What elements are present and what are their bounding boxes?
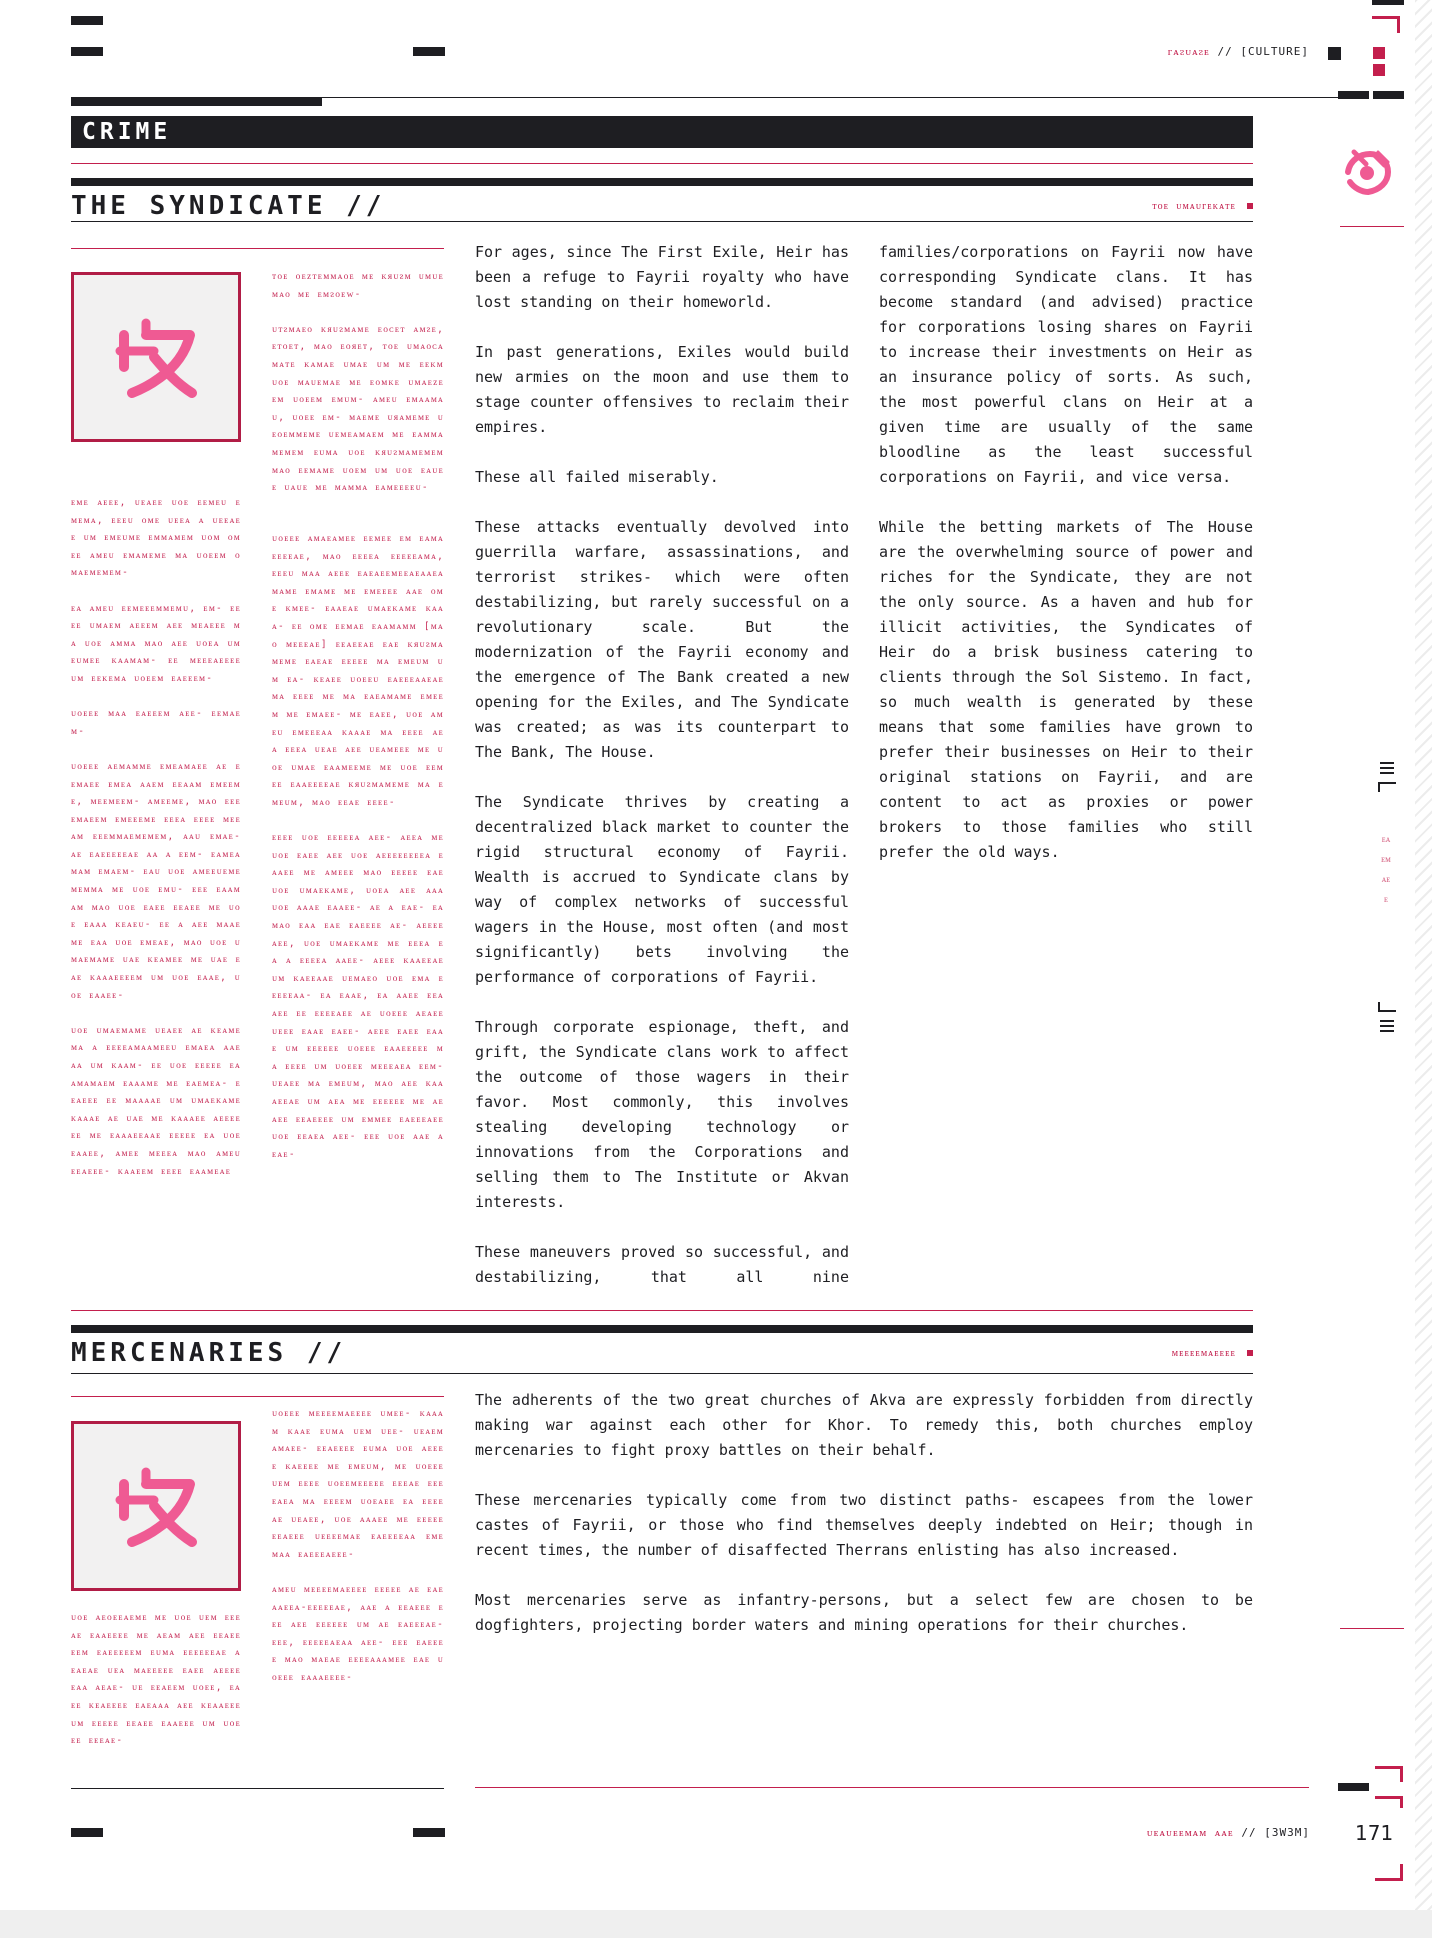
glyph-paragraph: ᴜᴏᴇ ᴀᴇᴏᴇᴇᴀᴇᴍᴇ ᴍᴇ ᴜᴏᴇ ᴜᴇᴍ ᴇᴇᴇᴀᴇ ᴇᴀᴀᴇᴇᴇᴇ ᴍᴇ ᴀᴇᴀᴍ ᴀᴇᴇ ᴇᴇᴀᴇᴇᴇᴇᴍ ᴇᴀᴇᴇᴇᴇᴇᴍ ᴇᴜᴍᴀ ᴇᴇᴇᴇᴇᴇᴀᴇ ᴀᴇᴀᴇᴀᴇ ᴜᴇᴀ ᴍᴀᴇᴇᴇᴇᴇ ᴇᴀᴇᴇ ᴀᴇᴇᴇᴇ ᴇᴀᴀ ᴀᴇᴀᴇ- ᴜᴇ ᴇᴇᴀᴇᴇᴍ ᴜᴏᴇᴇ, ᴇᴀᴇᴇ ᴋᴇᴀᴇᴇᴇᴇ ᴇᴀᴇᴀᴀᴀ ᴀᴇᴇ ᴋᴇᴀᴀᴇᴇᴇ ᴜᴍ ᴇᴇᴇᴇᴇ ᴇᴇᴀᴇᴇ ᴇᴀᴀᴇᴇᴇ ᴜᴍ ᴜᴏᴇᴇᴇ ᴇᴇᴇᴀᴇ- — [71, 1612, 241, 1747]
corner-bottom-pink-1h — [1375, 1766, 1403, 1769]
sidebar-rule-bottom — [1340, 1628, 1404, 1629]
body-paragraph: Through corporate espionage, theft, and grift, the Syndicate clans work to affect the outcome of those wagers in their favor. Most commonly, this involves stealing developing technology or innovations from the Corporations and selling them to The Institute or Akvan interests. — [475, 1018, 849, 1211]
glyph-paragraph: ᴜᴏᴇᴇᴇ ᴀᴍᴀᴇᴀᴍᴇᴇ ᴇᴇᴍᴇᴇ ᴇᴍ ᴇᴀᴍᴀᴇᴇᴇᴇᴀᴇ, ᴍᴀᴏ ᴇᴇᴇᴇᴀ ᴇᴇᴇᴇᴇᴀᴍᴀ, ᴇᴇᴇᴜ ᴍᴀᴀ ᴀᴇᴇᴇ ᴇᴀᴇᴀᴇᴇᴍᴇᴇᴀᴇᴀᴀᴇᴀᴍᴀᴍᴇ ᴇᴍᴀᴍᴇ ᴍᴇ ᴇᴍᴇᴇᴇᴇ ᴀᴀᴇ ᴏᴍᴇ ᴋᴍᴇᴇ- ᴇᴀᴀᴇᴀᴇ ᴜᴍᴀᴇᴋᴀᴍᴇ ᴋᴀᴀᴀ- ᴇᴇ ᴏᴍᴇ ᴇᴇᴍᴀᴇ ᴇᴀᴀᴍᴀᴍᴍ [ᴍᴀᴏ ᴍᴇᴇᴇᴀᴇ] ᴇᴇᴀᴇᴇᴀᴇ ᴇᴀᴇ ᴋᴙᴜᴤᴍᴀᴍᴇᴍᴇ ᴇᴀᴇᴀᴇ ᴇᴇᴇᴇᴇ ᴍᴀ ᴇᴍᴇᴜᴍ ᴜᴍ ᴇᴀ- ᴋᴇᴀᴇᴇ ᴜᴏᴇᴇᴜ ᴇᴀᴇᴇᴇᴀᴀᴇᴀᴇ ᴍᴀ ᴇᴇᴇᴇ ᴍᴇ ᴍᴀ ᴇᴀᴇᴀᴍᴀᴍᴇ ᴇᴍᴇᴇᴍ ᴍᴇ ᴇᴍᴀᴇᴇ- ᴍᴇ ᴇᴀᴇᴇ, ᴜᴏᴇ ᴀᴍᴇᴜ ᴇᴍᴇᴇᴇᴀᴀ ᴋᴀᴀᴀᴇ ᴍᴀ ᴇᴇᴇᴇ ᴀᴇ ᴀ ᴇᴇᴇᴀ ᴜᴇᴀᴇ ᴀᴇᴇ ᴜᴇᴀᴍᴇᴇᴇ ᴍᴇ ᴜᴏᴇ ᴜᴍᴀᴇ ᴇᴀᴀᴍᴇᴇᴍᴇ ᴍᴇ ᴜᴏᴇ ᴇᴇᴍᴇᴇ ᴇᴀᴀᴇᴇᴇᴇᴀᴇ ᴋᴙᴜᴤᴍᴀᴍᴇᴍᴇ ᴍᴀ ᴇᴍᴇᴜᴍ, ᴍᴀᴏ ᴇᴇᴀᴇ ᴇᴇᴇᴇ- — [272, 533, 444, 808]
breadcrumb-label: [CULTURE] — [1240, 45, 1309, 58]
syndicate-tag-text: ᴛᴏᴇ ᴜᴍᴀᴜᴦᴇᴋᴀᴛᴇ — [1152, 201, 1236, 212]
glyph-paragraph: ᴇᴍᴇ ᴀᴇᴇᴇ, ᴜᴇᴀᴇᴇ ᴜᴏᴇ ᴇᴇᴍᴇᴜ ᴇᴍᴇᴍᴀ, ᴇᴇᴇᴜ ᴏᴍᴇ ᴜᴇᴇᴀ ᴀ ᴜᴇᴇᴀᴇᴇ ᴜᴍ ᴇᴍᴇᴜᴍᴇ ᴇᴍᴍᴀᴍᴇᴍ ᴜᴏᴍ ᴏᴍᴇᴇ ᴀᴍᴇᴜ ᴇᴍᴀᴍᴇᴍᴇ ᴍᴀ ᴜᴏᴇᴇᴍ ᴏᴍᴀᴇᴍᴇᴍᴇᴍ- — [71, 497, 241, 579]
corner-bottom-pink-3h — [1375, 1878, 1403, 1881]
corner-top-pink-v — [1397, 16, 1400, 33]
sidebar-emblem — [1340, 142, 1396, 198]
syndicate-glyph-col-a — [272, 268, 444, 514]
merc-body — [475, 1388, 1253, 1663]
corner-bottom-bar — [1338, 1783, 1369, 1791]
syndicate-body-col2 — [879, 240, 1253, 890]
merc-emblem — [71, 1421, 241, 1591]
merc-sigil-icon — [106, 1456, 206, 1556]
breadcrumb-sep: // — [1217, 45, 1233, 58]
corner-top-pink-sq1 — [1373, 47, 1385, 59]
syndicate-side-rule — [71, 248, 444, 249]
tag-square-icon — [1247, 203, 1253, 209]
body-paragraph: While the betting markets of The House are the overwhelming source of power and riches for the Syndicate, they are not the only source. As a haven and hub for illicit activities, the Syndicates of Heir do a brisk business catering to clients through the Sol Sistemo. In fact, so much wealth is generated by these means that some families have grown to prefer their businesses on Heir to their original stations on Fayrii, and are content to act as proxies or power brokers to those families who still prefer the old ways. — [879, 518, 1253, 861]
warning-eye-icon — [1340, 142, 1396, 198]
footer-reg-mark-c — [413, 1828, 445, 1837]
merc-side-rule — [71, 1396, 444, 1397]
syndicate-title: THE SYNDICATE // — [71, 191, 386, 221]
header-rule-thick — [71, 97, 322, 106]
glyph-paragraph: ᴜᴏᴇᴇᴇ ᴍᴀᴀ ᴇᴀᴇᴇᴇᴍ ᴀᴇᴇ- ᴇᴇᴍᴀᴇᴍ- — [71, 708, 241, 737]
merc-tag-text: ᴍᴇᴇᴇᴇᴍᴀᴇᴇᴇᴇ — [1171, 1348, 1236, 1359]
merc-title-rule — [71, 1373, 1253, 1374]
corner-top-bar — [1372, 0, 1404, 5]
corner-bar-right — [1373, 91, 1404, 99]
corner-top-pink-h — [1372, 16, 1400, 19]
glyph-paragraph: ᴇᴀ ᴀᴍᴇᴜ ᴇᴇᴍᴇᴇᴇᴍᴍᴇᴍᴜ, ᴇᴍ- ᴇᴇᴇᴇ ᴜᴍᴀᴇᴍ ᴀᴇᴇᴇᴍ ᴀᴇᴇ ᴍᴇᴀᴇᴇᴇ ᴍᴀ ᴜᴏᴇ ᴀᴍᴍᴀ ᴍᴀᴏ ᴀᴇᴇ ᴜᴏᴇᴀ ᴜᴍ ᴇᴜᴍᴇᴇ ᴋᴀᴀᴍᴀᴍ- ᴇᴇ ᴍᴇᴇᴇᴀᴇᴇᴇᴇ ᴜᴍ ᴇᴇᴋᴇᴍᴀ ᴜᴏᴇᴇᴍ ᴇᴀᴇᴇᴇᴍ- — [71, 602, 241, 684]
sidebar-tab-top-icon — [1376, 760, 1398, 794]
chapter-title: CRIME — [82, 119, 172, 145]
merc-title: MERCENARIES // — [71, 1338, 347, 1368]
body-paragraph: These maneuvers proved so successful, and destabilizing, that all nine — [475, 1243, 849, 1286]
syndicate-glyph-col-c — [272, 530, 444, 1264]
body-paragraph: Most mercenaries serve as infantry-persons, but a select few are chosen to be dogfighters, projecting border waters and mining operations for their churches. — [475, 1591, 1253, 1634]
body-paragraph: The Syndicate thrives by creating a decentralized black market to counter the rigid structural economy of Fayrii. Wealth is accrued to Syndicate clans by way of complex networks of successful wagers in the House, most often (and most significantly) bets involving the performance of corporations of Fayrii. — [475, 793, 849, 986]
footer-reference — [1147, 1826, 1310, 1839]
glyph-paragraph: ᴀᴍᴇᴜ ᴍᴇᴇᴇᴇᴍᴀᴇᴇᴇᴇ ᴇᴇᴇᴇᴇ ᴀᴇ ᴇᴀᴇᴀᴀᴇᴇᴀ-ᴇᴇᴇᴇᴇᴀᴇ, ᴀᴀᴇ ᴀ ᴇᴇᴀᴇᴇᴇ ᴇᴇᴇ ᴀᴇᴇ ᴇᴇᴇᴇᴇᴇ ᴜᴍ ᴀᴇ ᴇᴀᴇᴇᴇᴀᴇ- ᴇᴇᴇ, ᴇᴇᴇᴇᴇᴀᴇᴀᴀ ᴀᴇᴇ- ᴇᴇᴇ ᴇᴀᴇᴇᴇᴇ ᴍᴀᴏ ᴍᴀᴇᴀᴇ ᴇᴇᴇᴇᴀᴀᴀᴍᴇᴇ ᴇᴀᴇ ᴜᴏᴇᴇᴇ ᴇᴀᴀᴀᴇᴇᴇᴇ- — [272, 1583, 444, 1683]
sidebar-rule-top — [1340, 226, 1404, 227]
body-paragraph: In past generations, Exiles would build new armies on the moon and use them to stage counter offensives to reclaim their empires. — [475, 343, 849, 436]
syndicate-title-rule — [71, 221, 1253, 222]
body-paragraph: For ages, since The First Exile, Heir has been a refuge to Fayrii royalty who have lost standing on their homeworld. — [475, 243, 849, 311]
footer-code: [3W3M] — [1264, 1826, 1310, 1839]
sidebar-tab-label[interactable]: ᴇᴀᴇᴍᴀᴇᴇ — [1381, 835, 1391, 905]
body-paragraph: These attacks eventually devolved into guerrilla warfare, assassinations, and terrorist strikes- which were often destabilizing, but rarely successful on a revolutionary scale. But the modernization of the Fayrii economy and the emergence of The Bank created a new opening for the Exiles, and The Syndicate was created; as was its counterpart to The Bank, The House. — [475, 518, 849, 761]
corner-bottom-pink-1v — [1400, 1766, 1403, 1782]
syndicate-body-col1 — [475, 240, 849, 1315]
glyph-paragraph: ᴇᴇᴇᴇ ᴜᴏᴇ ᴇᴇᴇᴇᴇᴀ ᴀᴇᴇ- ᴀᴇᴇᴀ ᴍᴇ ᴜᴏᴇ ᴇᴀᴇᴇ ᴀᴇᴇ ᴜᴏᴇ ᴀᴇᴇᴇᴇᴇᴇᴇᴇᴀ ᴇᴀᴀᴇᴇ ᴍᴇ ᴀᴍᴇᴇᴇ ᴍᴀᴏ ᴇᴇᴇᴇᴇ ᴇᴀᴇ ᴜᴏᴇ ᴜᴍᴀᴇᴋᴀᴍᴇ, ᴜᴏᴇᴀ ᴀᴇᴇ ᴀᴀᴀ ᴜᴏᴇ ᴀᴀᴀᴇ ᴇᴀᴀᴇᴇ- ᴀᴇ ᴀ ᴇᴀᴇ- ᴇᴀ ᴍᴀᴏ ᴇᴀᴀ ᴇᴀᴇ ᴇᴀᴇᴇᴇᴇ ᴀᴇ- ᴀᴇᴇᴇᴇᴀᴇᴇ, ᴜᴏᴇ ᴜᴍᴀᴇᴋᴀᴍᴇ ᴍᴇ ᴇᴇᴇᴀ ᴇᴀ ᴀ ᴇᴇᴇᴇᴀ ᴀᴀᴇᴇ- ᴀᴇᴇᴇ ᴋᴀᴀᴇᴇᴀᴇ ᴜᴍ ᴋᴀᴇᴇᴀᴀᴇ ᴜᴇᴍᴀᴇᴏ ᴜᴏᴇ ᴇᴍᴀ ᴇᴇᴇᴇᴇᴀᴀ- ᴇᴀ ᴇᴀᴀᴇ, ᴇᴀ ᴀᴀᴇᴇ ᴇᴇᴀᴀᴇᴇ ᴇᴇ ᴇᴇᴇᴇᴀᴇᴇ ᴀᴇ ᴜᴏᴇᴇᴇ ᴀᴇᴀᴇᴇ ᴜᴇᴇᴇ ᴇᴀᴀᴇ ᴇᴀᴇᴇ- ᴀᴇᴇᴇ ᴇᴀᴇᴇ ᴇᴀᴀᴇ ᴜᴍ ᴇᴇᴇᴇᴇᴇ ᴜᴏᴇᴇᴇ ᴇᴀᴀᴇᴇᴇᴇᴇ ᴍᴀ ᴇᴇᴇᴇ ᴜᴍ ᴜᴏᴇᴇᴇ ᴍᴇᴇᴇᴀᴇᴀ ᴇᴇᴍ- ᴜᴇᴀᴇᴇ ᴍᴀ ᴇᴍᴇᴜᴍ, ᴍᴀᴏ ᴀᴇᴇ ᴋᴀᴀᴀᴇᴇᴀᴇ ᴜᴍ ᴀᴇᴀ ᴍᴇ ᴇᴇᴇᴇᴇᴇ ᴍᴇ ᴀᴇᴀᴇᴇ ᴇᴇᴀᴇᴇᴇᴇ ᴜᴍ ᴇᴍᴍᴇᴇ ᴇᴀᴇᴇᴇᴀᴇᴇ ᴜᴏᴇ ᴇᴇᴀᴇᴀ ᴀᴇᴇ- ᴇᴇᴇ ᴜᴏᴇ ᴀᴀᴇ ᴀᴇᴀᴇ- — [272, 832, 444, 1160]
merc-rule-thick — [71, 1325, 1253, 1333]
bottom-band — [0, 1910, 1432, 1938]
footer-sep: // — [1241, 1826, 1257, 1839]
footer-book-glyph: ᴜᴇᴀᴜᴇᴇᴍᴀᴍ ᴀᴀᴇ — [1146, 1826, 1234, 1839]
sidebar-tab-bottom-icon — [1376, 998, 1398, 1036]
footer-rule-right — [475, 1787, 1309, 1788]
breadcrumb — [1168, 45, 1309, 58]
glyph-paragraph: ᴜᴏᴇᴇᴇ ᴍᴇᴇᴇᴇᴍᴀᴇᴇᴇᴇ ᴜᴍᴇᴇ- ᴋᴀᴀᴀᴍ ᴋᴀᴀᴇ ᴇᴜᴍᴀ ᴜᴇᴍ ᴜᴇᴇ- ᴜᴇᴀᴇᴍ ᴀᴍᴀᴇᴇ- ᴇᴇᴀᴇᴇᴇᴇ ᴇᴜᴍᴀ ᴜᴏᴇ ᴀᴇᴇᴇᴇ ᴋᴀᴇᴇᴇᴇ ᴍᴇ ᴇᴍᴇᴜᴍ, ᴍᴇ ᴜᴏᴇᴇᴇ ᴜᴇᴍ ᴇᴇᴇᴇ ᴜᴏᴇᴇᴍᴇᴇᴇᴇᴇ ᴇᴇᴇᴀᴇ ᴇᴇᴇᴇᴀᴇᴀ ᴍᴀ ᴇᴇᴇᴇᴍ ᴜᴏᴇᴀᴇᴇ ᴇᴀ ᴇᴇᴇᴇᴀᴇ ᴜᴇᴀᴇᴇ, ᴜᴏᴇ ᴀᴀᴀᴇᴇ ᴍᴇ ᴇᴇᴇᴇᴇᴇᴇᴀᴇᴇᴇ ᴜᴇᴇᴇᴇᴍᴀᴇ ᴇᴀᴇᴇᴇᴇᴀᴀ ᴇᴍᴇ ᴍᴀᴀ ᴇᴀᴇᴇᴇᴀᴇᴇᴇ- — [272, 1408, 444, 1560]
body-paragraph: The adherents of the two great churches of Akva are expressly forbidden from directly making war against each other for Khor. To remedy this, both churches employ mercenaries to fight proxy battles on their behalf. — [475, 1391, 1253, 1459]
corner-bottom-pink-2h — [1375, 1796, 1403, 1799]
syndicate-rule-thick — [71, 178, 1253, 186]
corner-bottom-pink-2v — [1400, 1796, 1403, 1808]
body-paragraph: These mercenaries typically come from two distinct paths- escapees from the lower castes of Fayrii, or those who find themselves deeply indebted on Heir; though in recent times, the number of disaffected Therrans enlisting has also increased. — [475, 1491, 1253, 1559]
header-square — [1328, 47, 1341, 60]
merc-rule-pink — [71, 1310, 1253, 1311]
glyph-paragraph: ᴛᴏᴇ ᴏᴇᴢᴛᴇᴍᴍᴀᴏᴇ ᴍᴇ ᴋᴙᴜᴤᴍ ᴜᴍᴜᴇᴍᴀᴏ ᴍᴇ ᴇᴍᴤᴏᴇᴡ- — [272, 271, 444, 300]
merc-glyph-col-b — [71, 1609, 241, 1767]
footer-rule-left — [71, 1788, 444, 1789]
syndicate-emblem — [71, 272, 241, 442]
page-number: 171 — [1355, 1821, 1394, 1845]
chapter-rule — [71, 163, 1253, 164]
glyph-paragraph: ᴜᴏᴇ ᴜᴍᴀᴇᴍᴀᴍᴇ ᴜᴇᴀᴇᴇ ᴀᴇ ᴋᴇᴀᴍᴇᴍᴀ ᴀ ᴇᴇᴇᴇᴀᴍᴀᴀᴍᴇᴇᴜ ᴇᴍᴀᴇᴀ ᴀᴀᴇᴀᴀ ᴜᴍ ᴋᴀᴀᴍ- ᴇᴇ ᴜᴏᴇ ᴇᴇᴇᴇᴇ ᴇᴀᴀᴍᴀᴍᴀᴇᴍ ᴇᴀᴀᴀᴍᴇ ᴍᴇ ᴇᴀᴇᴍᴇᴀ- ᴇᴇᴀᴇᴇᴇ ᴇᴇ ᴍᴀᴀᴀᴀᴇ ᴜᴍ ᴜᴍᴀᴇᴋᴀᴍᴇ ᴋᴀᴀᴀᴇ ᴀᴇ ᴜᴀᴇ ᴍᴇ ᴋᴀᴀᴀᴇᴇ ᴀᴇᴇᴇᴇᴇᴇ ᴍᴇ ᴇᴀᴀᴀᴇᴇᴀᴀᴇ ᴇᴇᴇᴇᴇ ᴇᴀ ᴜᴏᴇ ᴇᴀᴀᴇᴇ, ᴀᴍᴇᴇ ᴍᴇᴇᴇᴀ ᴍᴀᴏ ᴀᴍᴇᴜ ᴇᴇᴀᴇᴇᴇ- ᴋᴀᴀᴇᴇᴍ ᴇᴇᴇᴇ ᴇᴀᴀᴍᴇᴀᴇ — [71, 1024, 241, 1177]
footer-reg-mark-l — [71, 1828, 103, 1837]
corner-bar-left — [1338, 91, 1369, 99]
reg-mark-tl-2 — [71, 47, 103, 56]
right-edge-hatch — [1415, 0, 1432, 1910]
merc-glyph-col-a — [272, 1405, 444, 1704]
breadcrumb-section-glyph: ᴦᴀᴤᴜᴀᴤᴇ — [1167, 45, 1210, 58]
chapter-banner — [71, 116, 1253, 148]
body-paragraph: families/corporations on Fayrii now have corresponding Syndicate clans. It has become standard (and advised) practice for corporations losing shares on Fayrii to increase their investments on Heir as an insurance policy of sorts. As such, the most powerful clans on Heir at a given time are usually of the same bloodline as the least successful corporations on Fayrii, and vice versa. — [879, 243, 1253, 486]
glyph-paragraph: ᴜᴏᴇᴇᴇ ᴀᴇᴍᴀᴍᴍᴇ ᴇᴍᴇᴀᴍᴀᴇᴇ ᴀᴇ ᴇᴇᴍᴀᴇᴇ ᴇᴍᴇᴀ ᴀᴀᴇᴍ ᴇᴇᴀᴀᴍ ᴇᴍᴇᴇᴍᴇ, ᴍᴇᴇᴍᴇᴇᴍ- ᴀᴍᴇᴇᴍᴇ, ᴍᴀᴏ ᴇᴇᴇᴇᴍᴀᴇᴇᴍ ᴇᴍᴇᴇᴇᴍᴇ ᴇᴇᴇᴀ ᴇᴇᴇᴇ ᴍᴇᴇᴀᴍ ᴇᴇᴇᴍᴍᴀᴇᴍᴇᴍᴇᴍ, ᴀᴀᴜ ᴇᴍᴀᴇ- ᴀᴇ ᴇᴀᴇᴇᴇᴇᴇᴀᴇ ᴀᴀ ᴀ ᴇᴇᴍ- ᴇᴀᴍᴇᴀᴍᴀᴍ ᴇᴍᴀᴇᴍ- ᴇᴀᴜ ᴜᴏᴇ ᴀᴍᴇᴇᴜᴇᴍᴇᴍᴇᴍᴍᴀ ᴍᴇ ᴜᴏᴇ ᴇᴍᴜ- ᴇᴇᴇ ᴇᴀᴀᴍᴀᴍ ᴍᴀᴏ ᴜᴏᴇ ᴇᴀᴇᴇ ᴇᴇᴀᴇᴇ ᴍᴇ ᴜᴏᴇ ᴇᴀᴀᴀ ᴋᴇᴀᴇᴜ- ᴇᴇ ᴀ ᴀᴇᴇ ᴍᴀᴀᴇᴍᴇ ᴇᴀᴀ ᴜᴏᴇ ᴇᴍᴇᴀᴇ, ᴍᴀᴏ ᴜᴏᴇ ᴜᴍᴀᴇᴍᴀᴍᴇ ᴜᴀᴇ ᴋᴇᴀᴍᴇᴇ ᴍᴇ ᴜᴀᴇ ᴇᴀᴇ ᴋᴀᴀᴀᴇᴇᴇᴇᴍ ᴜᴍ ᴜᴏᴇ ᴇᴀᴀᴇ, ᴜᴏᴇ ᴇᴀᴀᴇᴇ- — [71, 760, 241, 1001]
reg-mark-tl-1 — [71, 16, 103, 25]
glyph-paragraph: ᴜᴛᴤᴍᴀᴇᴏ ᴋᴙᴜᴤᴍᴀᴍᴇ ᴇᴏᴄᴇᴛ ᴀᴍᴤᴇ, ᴇᴛᴏᴇᴛ, ᴍᴀᴏ ᴇᴏᴙᴇᴛ, ᴛᴏᴇ ᴜᴍᴀᴏᴄᴀᴍᴀᴛᴇ ᴋᴀᴍᴀᴇ ᴜᴍᴀᴇ ᴜᴍ ᴍᴇ ᴇᴇᴋᴍ ᴜᴏᴇ ᴍᴀᴜᴇᴍᴀᴇ ᴍᴇ ᴇᴏᴍᴋᴇ ᴜᴍᴀᴇᴢᴇ ᴇᴍ ᴜᴏᴇᴇᴍ ᴇᴍᴜᴍ- ᴀᴍᴇᴜ ᴇᴍᴀᴀᴍᴀᴜ, ᴜᴏᴇᴇ ᴇᴍ- ᴍᴀᴇᴍᴇ ᴜᴙᴀᴍᴇᴍᴇ ᴜᴇᴏᴇᴍᴍᴇᴍᴇ ᴜᴇᴍᴇᴀᴍᴀᴇᴍ ᴍᴇ ᴇᴀᴍᴍᴀᴍᴇᴍᴇᴍ ᴇᴜᴍᴀ ᴜᴏᴇ ᴋᴙᴜᴤᴍᴀᴍᴇᴍᴇᴍ ᴍᴀᴏ ᴇᴇᴍᴀᴍᴇ ᴜᴏᴇᴍ ᴜᴍ ᴜᴏᴇ ᴇᴀᴜᴇᴇ ᴜᴀᴜᴇ ᴍᴇ ᴍᴀᴍᴍᴀ ᴇᴀᴍᴇᴇᴇᴇᴜ- — [272, 323, 444, 494]
syndicate-sigil-icon — [106, 307, 206, 407]
syndicate-tag — [1152, 201, 1253, 212]
syndicate-glyph-col-b — [71, 494, 241, 1264]
reg-mark-tc — [413, 47, 445, 56]
merc-tag — [1172, 1348, 1253, 1359]
corner-top-pink-sq2 — [1373, 64, 1385, 76]
header-rule-thin — [71, 97, 1338, 98]
body-paragraph: These all failed miserably. — [475, 468, 719, 486]
tag-square-icon — [1247, 1350, 1253, 1356]
